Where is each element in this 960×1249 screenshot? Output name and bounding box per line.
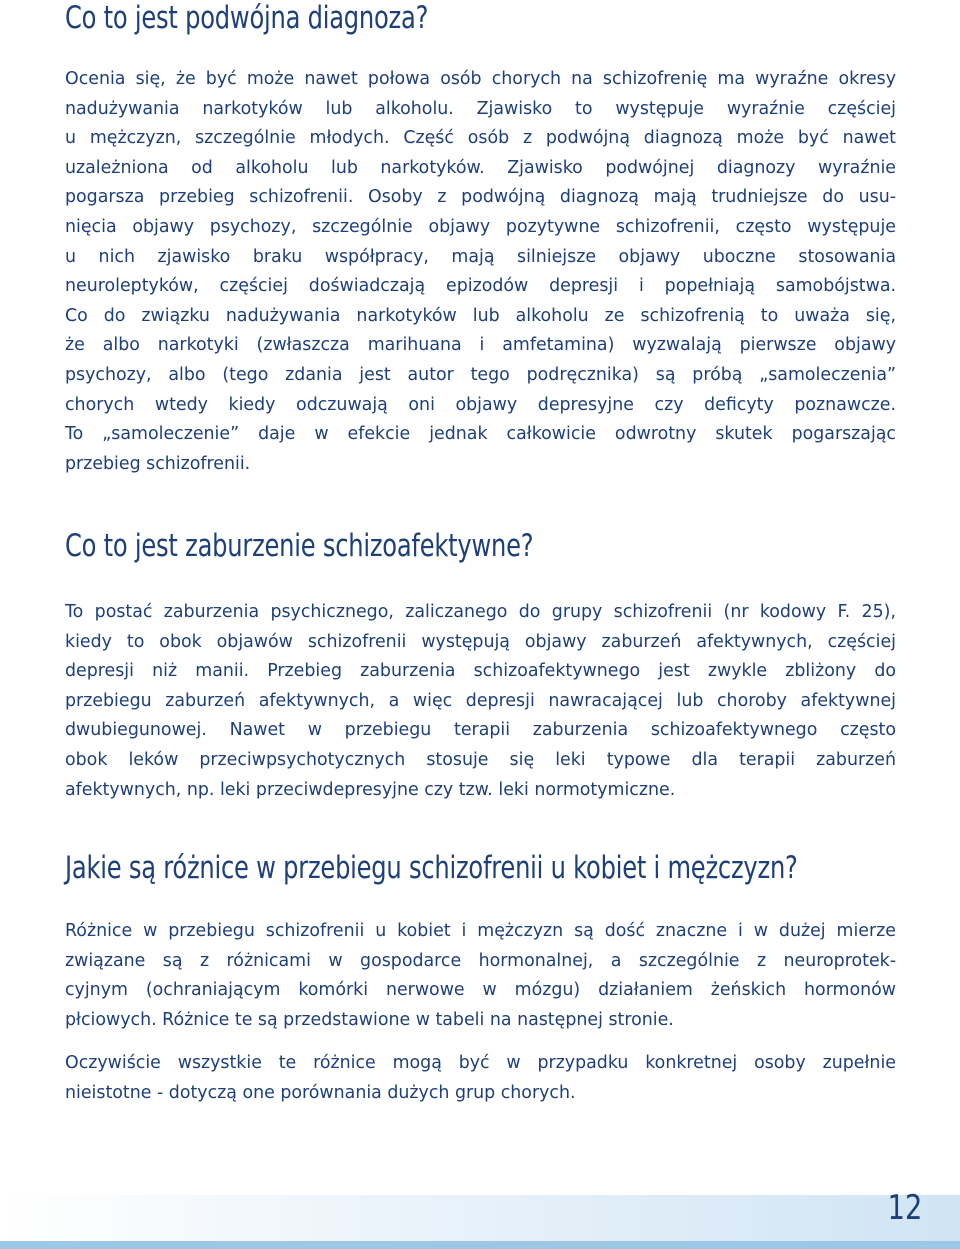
page-number: 12 [887,1188,922,1228]
text-line: Co do związku nadużywania narkotyków lub alkoholu ze schizofrenią to uważa się, [65,305,896,326]
text-line: Różnice w przebiegu schizofrenii u kobiet i mężczyzn są dość znaczne i w dużej mierze [65,921,896,941]
text-line: nieistotne - dotyczą one porównania dużych grup chorych. [65,1082,576,1103]
paragraph-dual-diagnosis [65,65,896,479]
section-heading-gender-differences: Jakie są różnice w przebiegu schizofrenii u kobiet i mężczyzn? [65,850,798,886]
text-line: dwubiegunowej. Nawet w przebiegu terapii zaburzenia schizoafektywnego często [65,720,896,741]
text-line: cyjnym (ochraniającym komórki nerwowe w mózgu) działaniem żeńskich hormonów [65,980,896,1001]
text-line: płciowych. Różnice te są przedstawione w tabeli na następnej stronie. [65,1009,674,1030]
text-line: że albo narkotyki (zwłaszcza marihuana i amfetamina) wyzwalają pierwsze objawy [65,335,896,356]
text-line: obok leków przeciwpsychotycznych stosuje się leki typowe dla terapii zaburzeń [65,749,896,770]
text-line: Oczywiście wszystkie te różnice mogą być w przypadku konkretnej osoby zupełnie [65,1053,896,1073]
text-line: przebiegu zaburzeń afektywnych, a więc depresji nawracającej lub choroby afektywnej [65,690,896,711]
text-line: u mężczyzn, szczególnie młodych. Część osób z podwójną diagnozą może być nawet [65,128,896,149]
footer-gradient-band [0,1195,960,1241]
text-line: nadużywania narkotyków lub alkoholu. Zjawisko to występuje wyraźnie częściej [65,98,896,119]
text-line: afektywnych, np. leki przeciwdepresyjne czy tzw. leki normotymiczne. [65,779,676,800]
text-line: To „samoleczenie” daje w efekcie jednak całkowicie odwrotny skutek pogarszając [65,424,896,445]
text-line: To postać zaburzenia psychicznego, zaliczanego do grupy schizofrenii (nr kodowy F. 25), [65,602,896,622]
text-line: przebieg schizofrenii. [65,453,251,474]
text-line: u nich zjawisko braku współpracy, mają silniejsze objawy uboczne stosowania [65,246,896,267]
text-line: psychozy, albo (tego zdania jest autor tego podręcznika) są próbą „samoleczenia” [65,364,896,385]
section-heading-dual-diagnosis: Co to jest podwójna diagnoza? [65,0,429,36]
text-line: kiedy to obok objawów schizofrenii występują objawy zaburzeń afektywnych, częściej [65,631,896,652]
paragraph-schizoaffective [65,598,896,805]
section-heading-schizoaffective: Co to jest zaburzenie schizoafektywne? [65,528,534,564]
paragraph-gender-differences [65,917,896,1035]
text-line: Ocenia się, że być może nawet połowa osób chorych na schizofrenię ma wyraźne okresy [65,69,896,89]
text-line: depresji niż manii. Przebieg zaburzenia schizoafektywnego jest zwykle zbliżony do [65,661,896,682]
text-line: nięcia objawy psychozy, szczególnie objawy pozytywne schizofrenii, często występuje [65,216,896,237]
text-line: uzależniona od alkoholu lub narkotyków. Zjawisko podwójnej diagnozy wyraźnie [65,157,896,178]
text-line: neuroleptyków, częściej doświadczają epizodów depresji i popełniają samobójstwa. [65,276,896,297]
text-line: chorych wtedy kiedy odczuwają oni objawy depresyjne czy deficyty poznawcze. [65,394,896,415]
text-line: pogarsza przebieg schizofrenii. Osoby z podwójną diagnozą mają trudniejsze do usu- [65,187,896,208]
paragraph-gender-differences-note [65,1049,896,1108]
text-line: związane są z różnicami w gospodarce hormonalnej, a szczególnie z neuroprotek- [65,950,896,971]
footer-rule [0,1241,960,1249]
